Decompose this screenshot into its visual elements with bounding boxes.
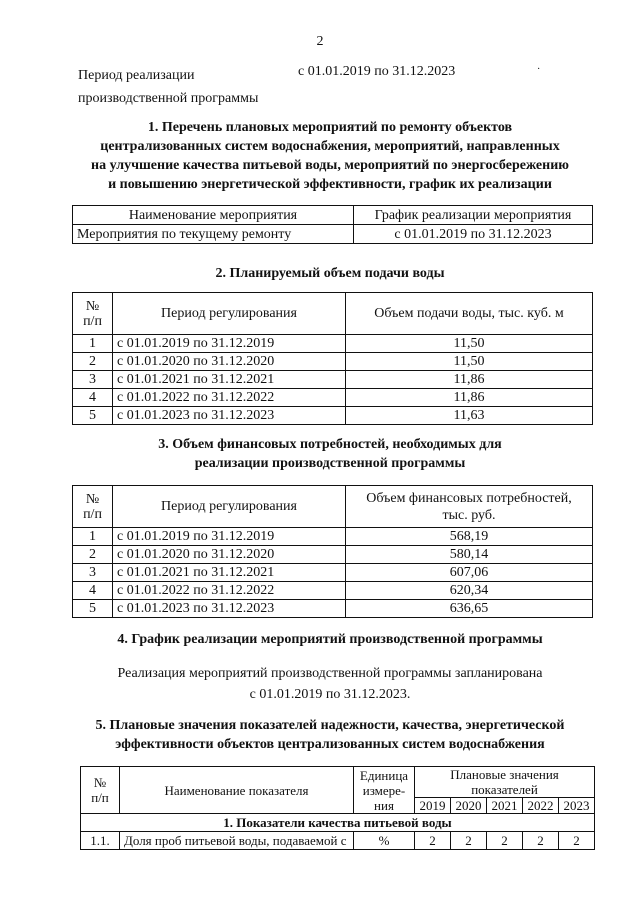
section4-text-line1: Реализация мероприятий производственной программы запланирована (117, 666, 543, 681)
year-2021: 2021 (487, 798, 523, 814)
row-num: 1.1. (81, 832, 120, 850)
section3-header-value (346, 486, 593, 528)
section3-title-line1: 3. Объем финансовых потребностей, необходимых для (158, 437, 502, 452)
section5-group-row (81, 814, 595, 832)
row-value: 580,14 (346, 546, 593, 564)
section4-title: 4. График реализации мероприятий производственной программы (117, 632, 543, 647)
section3-header-num-line1: № (85, 491, 100, 507)
section2-header-num-line2: п/п (83, 313, 102, 329)
row-value-2021: 2 (487, 832, 523, 850)
row-period: с 01.01.2022 по 31.12.2022 (113, 582, 346, 600)
row-value-2023: 2 (559, 832, 595, 850)
table-row (73, 389, 593, 407)
section5-header-plan (415, 767, 595, 798)
section5-title (60, 716, 600, 754)
section4-text-line2: с 01.01.2019 по 31.12.2023. (249, 687, 411, 702)
section3-header-value-line1: Объем финансовых потребностей, (366, 490, 572, 506)
row-value: 11,63 (346, 407, 593, 425)
section3-header-num-line2: п/п (83, 506, 102, 522)
section3-title (60, 435, 600, 473)
section5-header-unit-line2: измере- (362, 782, 406, 798)
row-period: с 01.01.2020 по 31.12.2020 (113, 546, 346, 564)
period-label-line1: Период реализации (78, 68, 195, 83)
period-value: с 01.01.2019 по 31.12.2023 (298, 64, 456, 79)
row-num: 4 (73, 582, 113, 600)
row-num: 3 (73, 371, 113, 389)
row-value-2019: 2 (415, 832, 451, 850)
section1-title-line1: 1. Перечень плановых мероприятий по ремонту объектов (147, 120, 513, 135)
row-num: 1 (73, 528, 113, 546)
year-2023: 2023 (559, 798, 595, 814)
section5-header-num-line1: № (93, 775, 107, 790)
section3-table (72, 485, 593, 618)
section1-cell-name: Мероприятия по текущему ремонту (73, 225, 354, 244)
row-value: 620,34 (346, 582, 593, 600)
page-number: 2 (316, 34, 324, 49)
row-value: 11,50 (346, 335, 593, 353)
year-2022: 2022 (523, 798, 559, 814)
row-period: с 01.01.2019 по 31.12.2019 (113, 528, 346, 546)
row-period: с 01.01.2022 по 31.12.2022 (113, 389, 346, 407)
row-period: с 01.01.2023 по 31.12.2023 (113, 407, 346, 425)
period-label-line2: производственной программы (78, 91, 259, 106)
section2-header-num-line1: № (85, 298, 100, 314)
section3-header-period: Период регулирования (113, 486, 346, 528)
section2-header-value: Объем подачи воды, тыс. куб. м (346, 293, 593, 335)
year-2020: 2020 (451, 798, 487, 814)
table-row (73, 225, 593, 244)
section3-header-num (73, 486, 113, 528)
section1-header-row (73, 206, 593, 225)
row-period: с 01.01.2023 по 31.12.2023 (113, 600, 346, 618)
table-row (73, 407, 593, 425)
row-period: с 01.01.2019 по 31.12.2019 (113, 335, 346, 353)
table-row (73, 582, 593, 600)
table-row (73, 371, 593, 389)
row-period: с 01.01.2021 по 31.12.2021 (113, 371, 346, 389)
row-value-2022: 2 (523, 832, 559, 850)
section1-title (60, 118, 600, 194)
section5-header-plan-line1: Плановые значения (450, 767, 559, 782)
row-num: 3 (73, 564, 113, 582)
table-row (73, 564, 593, 582)
row-num: 1 (73, 335, 113, 353)
section3-title-line2: реализации производственной программы (194, 456, 466, 471)
table-row (73, 600, 593, 618)
table-row (73, 528, 593, 546)
row-num: 5 (73, 600, 113, 618)
row-name: Доля проб питьевой воды, подаваемой с (120, 832, 354, 850)
section5-header-unit (354, 767, 415, 814)
row-unit: % (354, 832, 415, 850)
row-period: с 01.01.2020 по 31.12.2020 (113, 353, 346, 371)
section3-header-row (73, 486, 593, 528)
section2-header-num (73, 293, 113, 335)
row-num: 4 (73, 389, 113, 407)
section5-header-unit-line3: ния (374, 797, 394, 813)
table-row (73, 335, 593, 353)
section1-title-line2: централизованных систем водоснабжения, мероприятий, направленных (100, 139, 560, 154)
row-num: 5 (73, 407, 113, 425)
section1-cell-schedule: с 01.01.2019 по 31.12.2023 (354, 225, 593, 244)
row-period: с 01.01.2021 по 31.12.2021 (113, 564, 346, 582)
section5-header-row (81, 767, 595, 798)
row-value: 568,19 (346, 528, 593, 546)
row-value: 11,86 (346, 371, 593, 389)
row-value: 607,06 (346, 564, 593, 582)
section1-header-schedule: График реализации мероприятия (354, 206, 593, 225)
section5-header-name: Наименование показателя (120, 767, 354, 814)
section2-header-period: Период регулирования (113, 293, 346, 335)
table-row (81, 832, 595, 850)
row-value: 636,65 (346, 600, 593, 618)
section1-table (72, 205, 593, 244)
year-2019: 2019 (415, 798, 451, 814)
stray-mark: · (537, 64, 541, 75)
section5-header-unit-line1: Единица (359, 767, 409, 783)
section1-header-name: Наименование мероприятия (73, 206, 354, 225)
row-value: 11,50 (346, 353, 593, 371)
row-num: 2 (73, 546, 113, 564)
section5-header-plan-line2: показателей (471, 782, 538, 797)
section5-table (80, 766, 595, 850)
period-label (78, 64, 258, 110)
table-row (73, 546, 593, 564)
table-row (73, 353, 593, 371)
section3-header-value-line2: тыс. руб. (442, 507, 496, 523)
section1-title-line3: на улучшение качества питьевой воды, мероприятий по энергосбережению (91, 158, 569, 173)
section2-header-row (73, 293, 593, 335)
section5-title-line1: 5. Плановые значения показателей надежности, качества, энергетической (95, 718, 565, 733)
row-value-2020: 2 (451, 832, 487, 850)
section4-text (70, 663, 590, 705)
section1-title-line4: и повышению энергетической эффективности, график их реализации (108, 177, 552, 192)
row-value: 11,86 (346, 389, 593, 407)
section5-header-num-line2: п/п (91, 790, 109, 805)
section2-title: 2. Планируемый объем подачи воды (215, 266, 445, 281)
row-num: 2 (73, 353, 113, 371)
section5-title-line2: эффективности объектов централизованных систем водоснабжения (115, 737, 545, 752)
section2-table (72, 292, 593, 425)
section5-group-title: 1. Показатели качества питьевой воды (81, 814, 595, 832)
section5-header-num (81, 767, 120, 814)
